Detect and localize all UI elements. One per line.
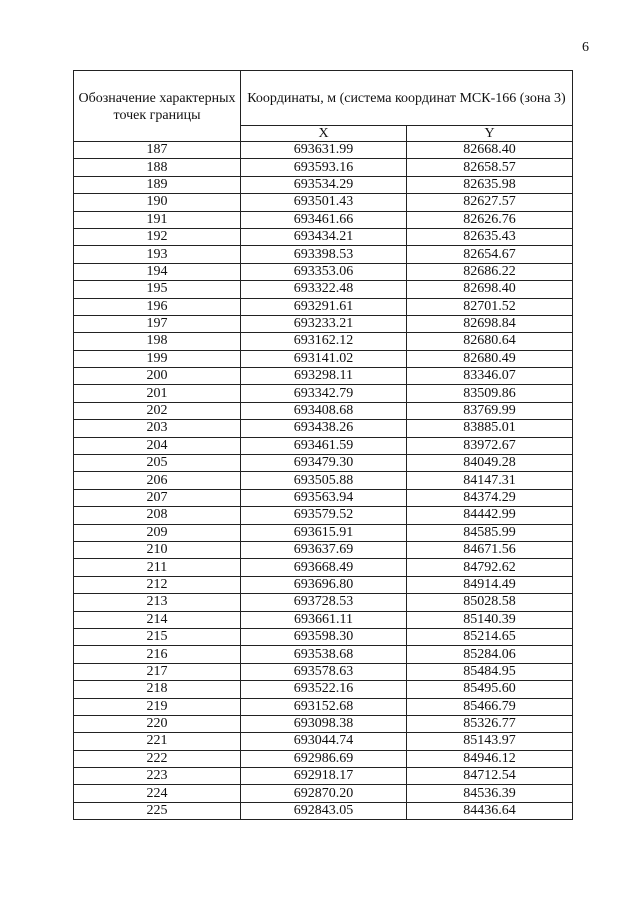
table-row — [74, 228, 573, 245]
x-coordinate-cell: 693398.53 — [241, 246, 407, 263]
y-coordinate-cell: 82668.40 — [407, 142, 573, 159]
x-coordinate-cell: 693534.29 — [241, 176, 407, 193]
point-number-cell: 221 — [74, 733, 241, 750]
x-coordinate-cell: 693408.68 — [241, 402, 407, 419]
y-coordinate-cell: 84792.62 — [407, 559, 573, 576]
table-row — [74, 768, 573, 785]
table-row — [74, 663, 573, 680]
x-coordinate-cell: 693152.68 — [241, 698, 407, 715]
point-number-cell: 213 — [74, 594, 241, 611]
point-number-cell: 203 — [74, 420, 241, 437]
y-coordinate-cell: 84671.56 — [407, 541, 573, 558]
y-coordinate-cell: 85484.95 — [407, 663, 573, 680]
y-coordinate-cell: 85143.97 — [407, 733, 573, 750]
table-row — [74, 559, 573, 576]
x-coordinate-cell: 693615.91 — [241, 524, 407, 541]
x-coordinate-cell: 693538.68 — [241, 646, 407, 663]
x-coordinate-cell: 693505.88 — [241, 472, 407, 489]
point-number-cell: 199 — [74, 350, 241, 367]
table-row — [74, 524, 573, 541]
table-row — [74, 176, 573, 193]
point-number-cell: 209 — [74, 524, 241, 541]
point-number-cell: 215 — [74, 628, 241, 645]
point-number-cell: 211 — [74, 559, 241, 576]
y-coordinate-cell: 82627.57 — [407, 194, 573, 211]
point-number-cell: 201 — [74, 385, 241, 402]
y-coordinate-cell: 84946.12 — [407, 750, 573, 767]
y-coordinate-cell: 83509.86 — [407, 385, 573, 402]
table-body — [74, 142, 573, 820]
x-coordinate-cell: 693661.11 — [241, 611, 407, 628]
point-number-cell: 217 — [74, 663, 241, 680]
x-coordinate-cell: 693563.94 — [241, 489, 407, 506]
table-row — [74, 802, 573, 819]
y-coordinate-cell: 82701.52 — [407, 298, 573, 315]
y-coordinate-cell: 82635.98 — [407, 176, 573, 193]
y-coordinate-cell: 84442.99 — [407, 507, 573, 524]
point-number-cell: 195 — [74, 281, 241, 298]
point-number-cell: 222 — [74, 750, 241, 767]
y-coordinate-cell: 84049.28 — [407, 455, 573, 472]
point-number-cell: 200 — [74, 368, 241, 385]
x-coordinate-cell: 693696.80 — [241, 576, 407, 593]
x-coordinate-cell: 693668.49 — [241, 559, 407, 576]
y-coordinate-cell: 84914.49 — [407, 576, 573, 593]
x-coordinate-cell: 693579.52 — [241, 507, 407, 524]
point-number-cell: 190 — [74, 194, 241, 211]
table-row — [74, 698, 573, 715]
y-coordinate-cell: 85140.39 — [407, 611, 573, 628]
y-coordinate-cell: 85028.58 — [407, 594, 573, 611]
y-coordinate-cell: 84585.99 — [407, 524, 573, 541]
point-number-cell: 194 — [74, 263, 241, 280]
table-row — [74, 263, 573, 280]
point-number-cell: 214 — [74, 611, 241, 628]
table-row — [74, 576, 573, 593]
table-row — [74, 472, 573, 489]
x-coordinate-cell: 693298.11 — [241, 368, 407, 385]
point-number-cell: 210 — [74, 541, 241, 558]
point-number-cell: 193 — [74, 246, 241, 263]
point-number-cell: 189 — [74, 176, 241, 193]
x-coordinate-cell: 693593.16 — [241, 159, 407, 176]
y-column-header: Y — [407, 126, 573, 142]
table-row — [74, 715, 573, 732]
x-coordinate-cell: 693461.66 — [241, 211, 407, 228]
table-row — [74, 507, 573, 524]
point-number-cell: 198 — [74, 333, 241, 350]
point-number-cell: 220 — [74, 715, 241, 732]
point-number-cell: 219 — [74, 698, 241, 715]
table-row — [74, 455, 573, 472]
table-row — [74, 211, 573, 228]
y-coordinate-cell: 82658.57 — [407, 159, 573, 176]
x-coordinate-cell: 693353.06 — [241, 263, 407, 280]
x-column-header: X — [241, 126, 407, 142]
table-row — [74, 333, 573, 350]
table-row — [74, 785, 573, 802]
point-number-cell: 188 — [74, 159, 241, 176]
y-coordinate-cell: 85284.06 — [407, 646, 573, 663]
x-coordinate-cell: 693098.38 — [241, 715, 407, 732]
x-coordinate-cell: 693479.30 — [241, 455, 407, 472]
point-number-cell: 216 — [74, 646, 241, 663]
table-row — [74, 420, 573, 437]
point-number-cell: 224 — [74, 785, 241, 802]
table-row — [74, 350, 573, 367]
point-number-cell: 197 — [74, 315, 241, 332]
x-coordinate-cell: 693438.26 — [241, 420, 407, 437]
x-coordinate-cell: 692843.05 — [241, 802, 407, 819]
table-row — [74, 750, 573, 767]
table-row — [74, 681, 573, 698]
table-row — [74, 733, 573, 750]
x-coordinate-cell: 692870.20 — [241, 785, 407, 802]
y-coordinate-cell: 85495.60 — [407, 681, 573, 698]
point-designation-header: Обозначение характерных точек границы — [74, 71, 241, 142]
table-row — [74, 385, 573, 402]
x-coordinate-cell: 693342.79 — [241, 385, 407, 402]
point-number-cell: 196 — [74, 298, 241, 315]
y-coordinate-cell: 82635.43 — [407, 228, 573, 245]
x-coordinate-cell: 693598.30 — [241, 628, 407, 645]
y-coordinate-cell: 84536.39 — [407, 785, 573, 802]
y-coordinate-cell: 84147.31 — [407, 472, 573, 489]
y-coordinate-cell: 83346.07 — [407, 368, 573, 385]
coordinates-header: Координаты, м (система координат МСК-166 (зона 3) — [241, 71, 573, 126]
point-number-cell: 187 — [74, 142, 241, 159]
header-row — [74, 71, 573, 126]
x-coordinate-cell: 693501.43 — [241, 194, 407, 211]
point-number-cell: 207 — [74, 489, 241, 506]
point-number-cell: 192 — [74, 228, 241, 245]
table-row — [74, 594, 573, 611]
table-row — [74, 646, 573, 663]
x-coordinate-cell: 693233.21 — [241, 315, 407, 332]
y-coordinate-cell: 82686.22 — [407, 263, 573, 280]
x-coordinate-cell: 692918.17 — [241, 768, 407, 785]
x-coordinate-cell: 693728.53 — [241, 594, 407, 611]
table-row — [74, 611, 573, 628]
point-number-cell: 223 — [74, 768, 241, 785]
page-number: 6 — [582, 40, 589, 55]
x-coordinate-cell: 693522.16 — [241, 681, 407, 698]
table-row — [74, 628, 573, 645]
x-coordinate-cell: 693461.59 — [241, 437, 407, 454]
point-number-cell: 204 — [74, 437, 241, 454]
x-coordinate-cell: 693162.12 — [241, 333, 407, 350]
point-number-cell: 218 — [74, 681, 241, 698]
y-coordinate-cell: 82698.40 — [407, 281, 573, 298]
y-coordinate-cell: 85466.79 — [407, 698, 573, 715]
y-coordinate-cell: 84436.64 — [407, 802, 573, 819]
point-number-cell: 212 — [74, 576, 241, 593]
x-coordinate-cell: 693322.48 — [241, 281, 407, 298]
table-row — [74, 246, 573, 263]
y-coordinate-cell: 83885.01 — [407, 420, 573, 437]
point-number-cell: 225 — [74, 802, 241, 819]
point-number-cell: 191 — [74, 211, 241, 228]
point-number-cell: 205 — [74, 455, 241, 472]
y-coordinate-cell: 82698.84 — [407, 315, 573, 332]
x-coordinate-cell: 693141.02 — [241, 350, 407, 367]
y-coordinate-cell: 82680.49 — [407, 350, 573, 367]
table-row — [74, 402, 573, 419]
table-row — [74, 489, 573, 506]
table-row — [74, 315, 573, 332]
y-coordinate-cell: 84712.54 — [407, 768, 573, 785]
y-coordinate-cell: 85214.65 — [407, 628, 573, 645]
table-row — [74, 281, 573, 298]
y-coordinate-cell: 82626.76 — [407, 211, 573, 228]
table-row — [74, 368, 573, 385]
table-row — [74, 159, 573, 176]
table-row — [74, 142, 573, 159]
y-coordinate-cell: 83972.67 — [407, 437, 573, 454]
x-coordinate-cell: 693434.21 — [241, 228, 407, 245]
point-number-cell: 206 — [74, 472, 241, 489]
y-coordinate-cell: 83769.99 — [407, 402, 573, 419]
y-coordinate-cell: 82680.64 — [407, 333, 573, 350]
table-row — [74, 298, 573, 315]
x-coordinate-cell: 693637.69 — [241, 541, 407, 558]
coordinates-table — [73, 70, 573, 820]
y-coordinate-cell: 85326.77 — [407, 715, 573, 732]
point-number-cell: 202 — [74, 402, 241, 419]
x-coordinate-cell: 693631.99 — [241, 142, 407, 159]
x-coordinate-cell: 693578.63 — [241, 663, 407, 680]
x-coordinate-cell: 692986.69 — [241, 750, 407, 767]
y-coordinate-cell: 82654.67 — [407, 246, 573, 263]
x-coordinate-cell: 693044.74 — [241, 733, 407, 750]
y-coordinate-cell: 84374.29 — [407, 489, 573, 506]
x-coordinate-cell: 693291.61 — [241, 298, 407, 315]
table-row — [74, 437, 573, 454]
table-row — [74, 541, 573, 558]
point-number-cell: 208 — [74, 507, 241, 524]
table-row — [74, 194, 573, 211]
